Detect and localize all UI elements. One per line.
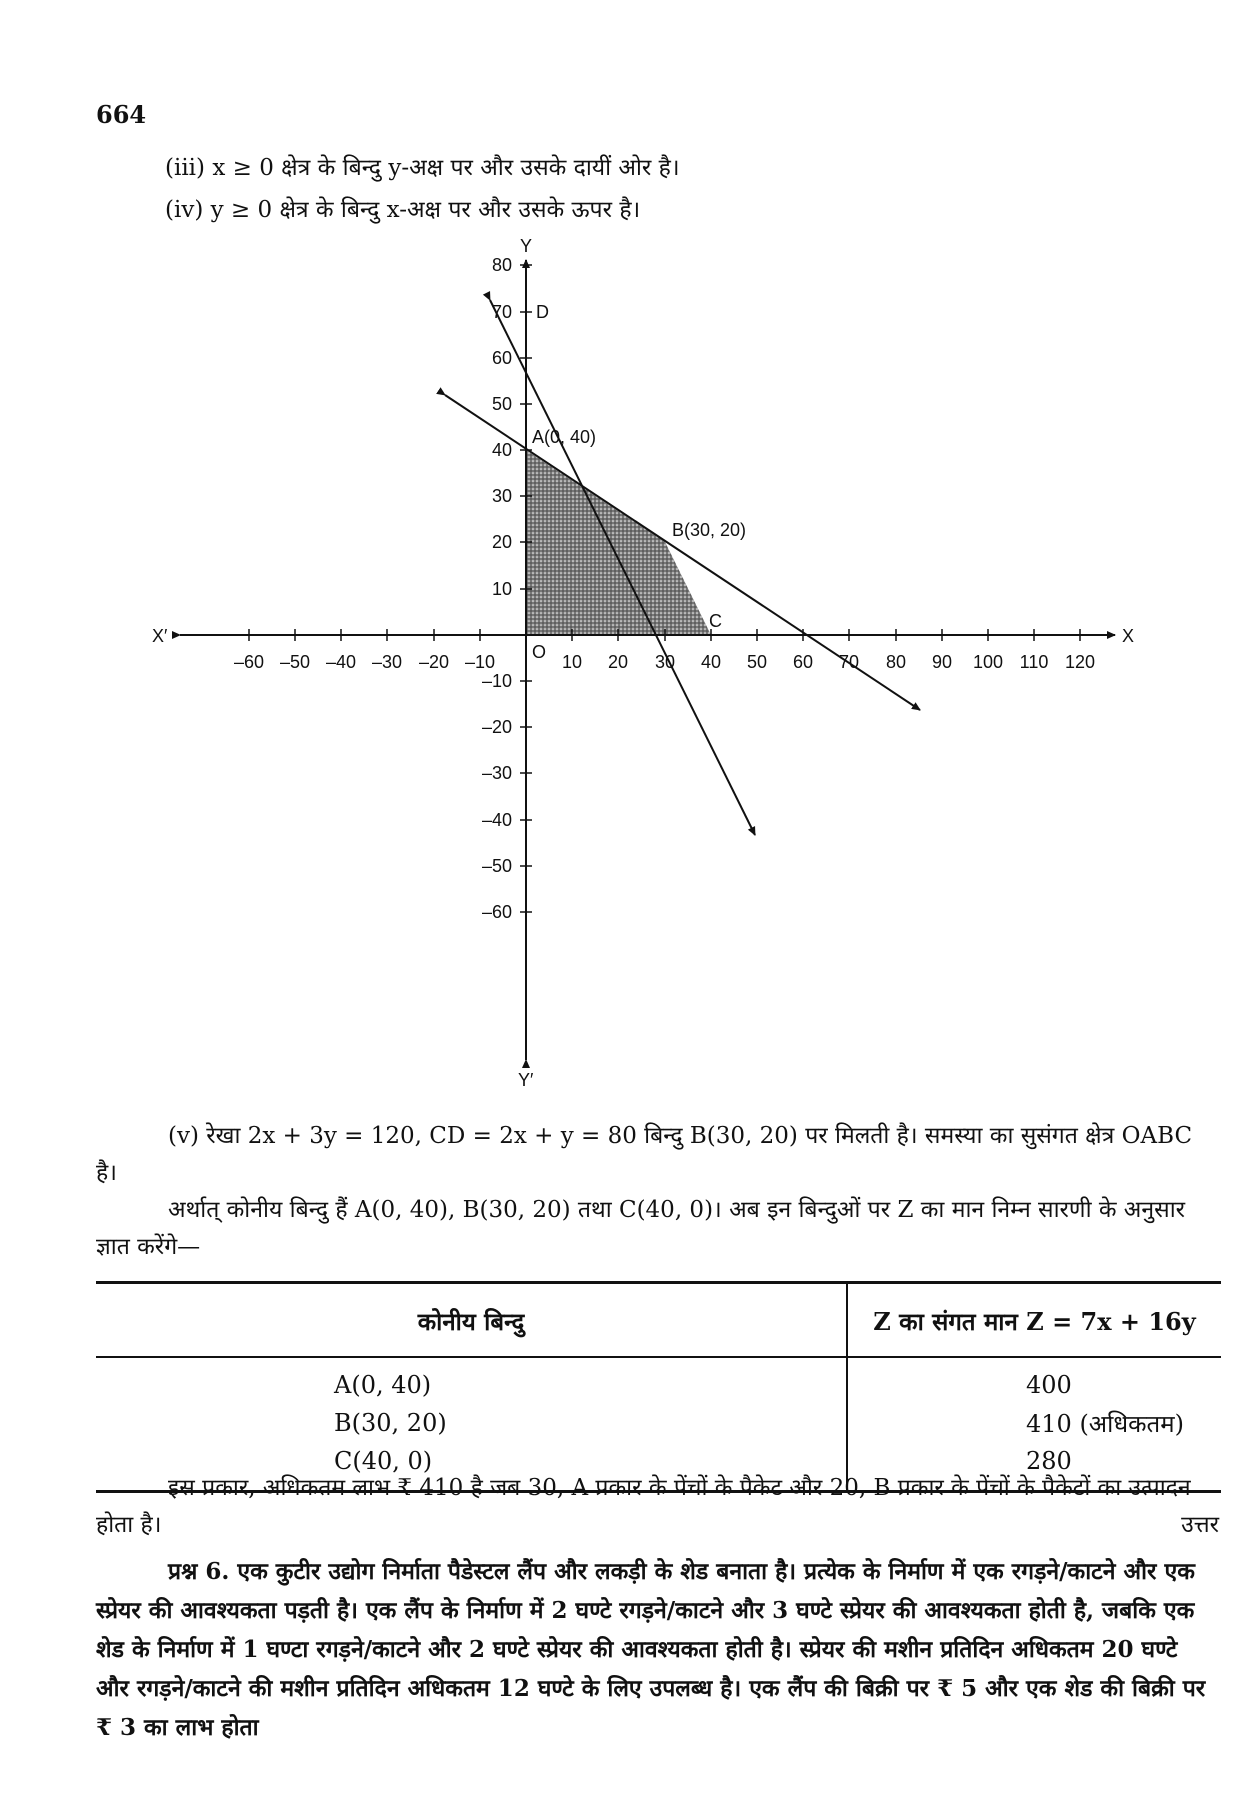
y-tick-label: 30 (491, 486, 512, 506)
table-cell: 410 (अधिकतम) (1026, 1409, 1184, 1438)
y-tick-label: –10 (481, 671, 512, 691)
y-tick-label: 60 (491, 348, 512, 368)
y-axis-label: Y (520, 236, 533, 256)
point-d-label: D (536, 302, 549, 322)
conclusion-paragraph: इस प्रकार, अधिकतम लाभ ₹ 410 है जब 30, A प्रकार के पेंचों के पैकेट और 20, B प्रकार के पेंचों के पैकेटों का उत्पादन होता है। (96, 1475, 1191, 1538)
x-axis-neg-label: X′ (152, 626, 168, 646)
feasible-region-graph (152, 236, 1160, 1090)
x-tick-label: 10 (561, 652, 583, 672)
x-tick-label: –30 (371, 652, 403, 672)
y-tick-label: –50 (481, 856, 512, 876)
point-b-label: B(30, 20) (672, 520, 747, 540)
feasible-region-oabc (526, 450, 711, 635)
page-number: 664 (96, 100, 147, 129)
table-row (96, 1404, 1221, 1442)
x-tick-label: 120 (1064, 652, 1096, 672)
question-6-label: प्रश्न 6. (168, 1558, 230, 1585)
y-tick-label: 50 (491, 394, 512, 414)
x-tick-label: 80 (885, 652, 907, 672)
y-axis-neg-label: Y′ (518, 1070, 534, 1090)
x-tick-label: –20 (418, 652, 450, 672)
x-tick-label: 40 (700, 652, 722, 672)
y-tick-label: –60 (481, 902, 512, 922)
question-6 (96, 1552, 1208, 1747)
point-a-label: A(0, 40) (532, 427, 597, 447)
table-cell: B(30, 20) (96, 1404, 847, 1442)
x-tick-label: 50 (746, 652, 768, 672)
table-cell: 280 (847, 1442, 1221, 1492)
corner-intro: अर्थात् कोनीय बिन्दु हैं A(0, 40), B(30, 20) तथा C(40, 0)। अब इन बिन्दुओं पर Z का मान निम्न सारणी के अनुसार ज्ञात करेंगे— (96, 1197, 1186, 1260)
y-tick-label: –30 (481, 763, 512, 783)
x-tick-label: 90 (931, 652, 953, 672)
table-row (96, 1357, 1221, 1404)
y-tick-label: 40 (491, 440, 512, 460)
y-tick-label: 20 (491, 532, 512, 552)
x-tick-label: 110 (1019, 652, 1049, 672)
corner-points-table (96, 1281, 1221, 1493)
table-header: Z का संगत मान Z = 7x + 16y (847, 1283, 1221, 1358)
x-axis-label: X (1122, 626, 1135, 646)
table-cell: A(0, 40) (96, 1357, 847, 1404)
paragraph-v: (v) रेखा 2x + 3y = 120, CD = 2x + y = 80 बिन्दु B(30, 20) पर मिलती है। समस्या का सुसंगत क्षेत्र OABC है। (96, 1123, 1193, 1186)
x-tick-label: –10 (464, 652, 496, 672)
origin-label: O (532, 642, 547, 662)
x-tick-label: –60 (233, 652, 265, 672)
question-6-text: एक कुटीर उद्योग निर्माता पैडेस्टल लैंप और लकड़ी के शेड बनाता है। प्रत्येक के निर्माण में एक रगड़ने/काटने और एक स्प्रेयर की आवश्यकता पड़ती है। एक लैंप के निर्माण में 2 घण्टे रगड़ने/काटने और 3 घण्टे स्प्रेयर की आवश्यकता होती है, जबकि एक शेड के निर्माण में 1 घण्टा रगड़ने/काटने और 2 घण्टे स्प्रेयर की आवश्यकता होती है। स्प्रेयर की मशीन प्रतिदिन अधिकतम 20 घण्टे और रगड़ने/काटने की मशीन प्रतिदिन अधिकतम 12 घण्टे के लिए उपलब्ध है। एक लैंप की बिक्री पर ₹ 5 और एक शेड की बिक्री पर ₹ 3 का लाभ होता (96, 1558, 1206, 1741)
condition-iii: (iii) x ≥ 0 क्षेत्र के बिन्दु y-अक्ष पर और उसके दायीं ओर है। (165, 155, 680, 181)
point-c-label: C (709, 611, 722, 631)
x-tick-label: 100 (972, 652, 1004, 672)
y-tick-label: 70 (491, 302, 512, 322)
x-tick-label: –50 (279, 652, 311, 672)
table-header: कोनीय बिन्दु (96, 1283, 847, 1358)
condition-iv: (iv) y ≥ 0 क्षेत्र के बिन्दु x-अक्ष पर और उसके ऊपर है। (165, 197, 641, 223)
table-cell: C(40, 0) (96, 1442, 847, 1492)
answer-label: उत्तर (1181, 1512, 1219, 1538)
x-tick-label: 70 (838, 652, 860, 672)
x-tick-label: 60 (792, 652, 814, 672)
y-tick-label: 10 (491, 579, 512, 599)
y-tick-label: 80 (491, 255, 512, 275)
x-tick-label: 30 (654, 652, 676, 672)
x-tick-label: 20 (607, 652, 629, 672)
table-cell: 400 (1026, 1371, 1072, 1399)
y-tick-label: –40 (481, 810, 512, 830)
x-tick-label: –40 (325, 652, 357, 672)
y-tick-label: –20 (481, 717, 512, 737)
